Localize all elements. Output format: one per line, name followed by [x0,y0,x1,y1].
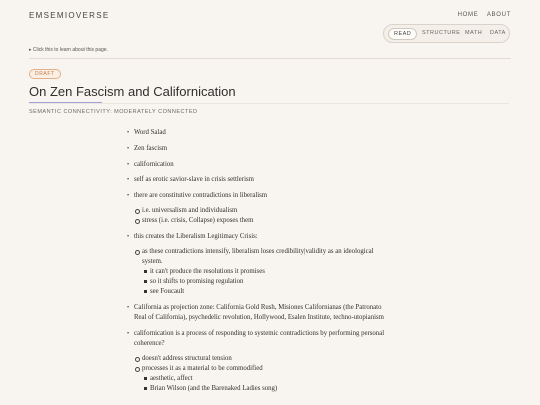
list-item: • californication [134,160,414,170]
sublist-item-text: as these contradictions intensify, liberalism loses credibility|validity as an ideological [142,247,374,255]
list-item [134,303,414,323]
list-item: • Zen fascism [134,144,414,154]
sub-sublist-item: aesthetic, affect [150,374,414,384]
tab-read[interactable]: READ [388,28,417,40]
page-info-toggle[interactable]: ▸ Click this to learn about this page. [29,47,108,53]
semantic-connectivity-label: SEMANTIC CONNECTIVITY: MODERATELY CONNECTED [29,109,198,115]
top-bar [29,11,511,23]
list-item: • self as erotic savior-slave in crisis settlerism [134,175,414,185]
sub-sublist-item: Brian Wilson (and the Barenaked Ladies song) [150,384,414,394]
connectivity-meter [29,102,102,103]
sublist-item: i.e. universalism and individualism [142,206,414,216]
list-item-text: • californication is a process of responding to systemic contradictions by performing personal [134,329,385,337]
sublist-item: doesn't address structural tension [142,354,414,364]
view-mode-tabs [383,24,510,43]
list-item-text: • this creates the Liberalism Legitimacy Crisis: [134,232,258,240]
sublist-item [142,364,414,394]
title-underline-track [29,103,509,104]
list-item [134,329,414,394]
header-divider [29,58,511,59]
sublist [142,247,414,297]
list-item: • Word Salad [134,128,414,138]
tab-structure[interactable]: STRUCTURE [422,30,461,36]
top-nav [452,12,511,18]
list-item-text-continued: Real of California), psychedelic revolution, Hollywood, Esalen Institute, techno-utopianism [134,313,384,321]
sublist-item [142,247,414,297]
list-item-text: • there are constitutive contradictions in liberalism [134,192,268,200]
nav-about-link[interactable]: ABOUT [486,12,511,18]
article-outline [134,128,414,399]
page-title: On Zen Fascism and Californication [29,84,236,99]
sublist-item-text: processes it as a material to be commodified [142,364,263,372]
draft-badge: DRAFT [29,69,61,79]
sublist [142,206,414,226]
site-title[interactable]: EMSEMIOVERSE [29,11,110,20]
sublist [142,354,414,394]
sublist-item-text-continued: system. [142,257,163,265]
sub-sublist-item: so it shifts to promising regulation [150,277,414,287]
list-item-text-continued: coherence? [134,339,165,347]
sub-sublist [150,374,414,394]
list-item [134,191,414,226]
tab-math[interactable]: MATH [465,30,483,36]
list-item [134,232,414,297]
nav-home-link[interactable]: HOME [457,12,479,18]
sub-sublist-item: it can't produce the resolutions it promises [150,267,414,277]
sublist-item: stress (i.e. crisis, Collapse) exposes them [142,216,414,226]
sub-sublist [150,267,414,297]
list-item-text: • California as projection zone: California Gold Rush, Misiones Californianas (the Patronato [134,303,382,311]
sub-sublist-item: see Foucault [150,287,414,297]
tab-data[interactable]: DATA [490,30,506,36]
